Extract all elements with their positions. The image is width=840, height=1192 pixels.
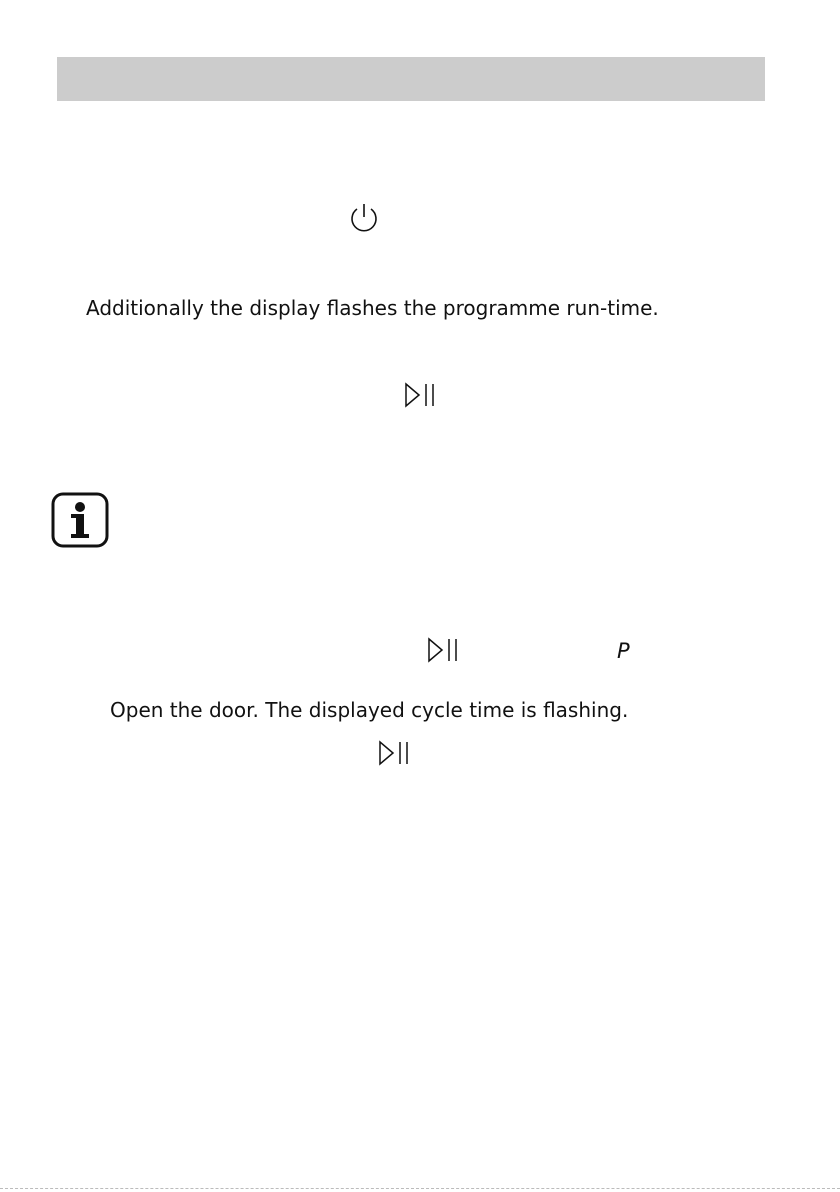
start-pause-icon — [427, 637, 461, 663]
info-icon — [51, 492, 109, 548]
start-pause-icon — [404, 382, 438, 408]
start-pause-icon — [378, 740, 412, 766]
power-icon — [348, 199, 380, 235]
programme-p-symbol: P — [617, 639, 630, 663]
page-edge-rule — [0, 1188, 840, 1189]
display-flash-text: Additionally the display flashes the programme run-time. — [86, 296, 659, 320]
open-door-text: Open the door. The displayed cycle time is flashing. — [110, 698, 629, 722]
section-header-band — [57, 57, 765, 101]
